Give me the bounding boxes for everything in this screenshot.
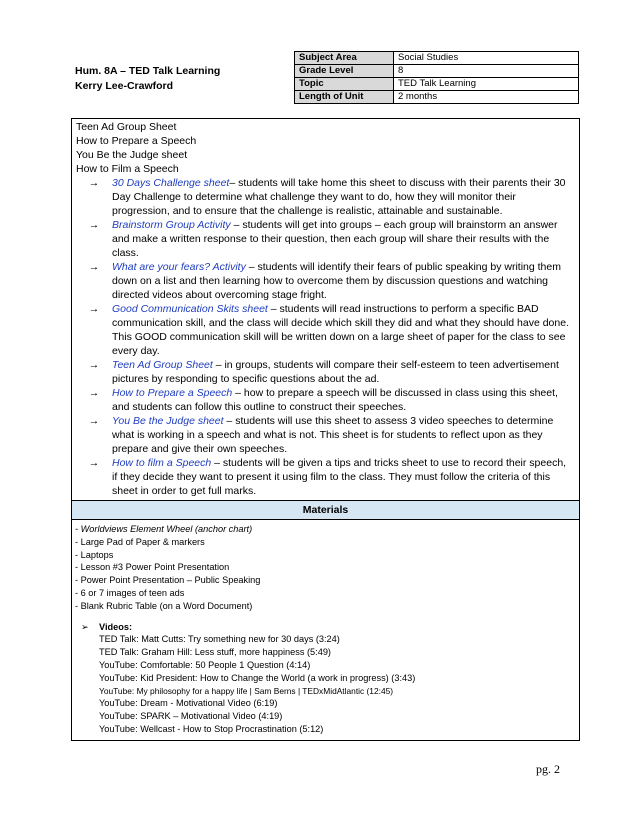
arrow-icon: → [88,261,100,273]
unit-length-label: Length of Unit [295,91,394,104]
sheet-item: Teen Ad Group Sheet [76,121,177,133]
material-item: - Worldviews Element Wheel (anchor chart) [75,524,253,534]
unit-info-table [294,51,579,104]
activity-item [76,456,576,498]
unit-length-value: 2 months [394,91,579,104]
video-item: TED Talk: Matt Cutts: Try something new for 30 days (3:24) [99,634,340,645]
video-item: YouTube: Comfortable: 50 People 1 Question (4:14) [99,659,311,670]
activity-title: 30 Days Challenge sheet [112,177,230,189]
activity-title: How to Prepare a Speech [112,387,233,399]
activity-item [76,302,576,358]
arrow-icon: → [88,457,100,469]
material-item: - Large Pad of Paper & markers [75,536,205,547]
arrow-icon: → [88,387,100,399]
activity-description: – students will take home this sheet to discuss with their parents their 30 Day Challenge to determine what challenge they want to do, how they will monitor their progression, and to ensure that the challenge is realistic, attainable and sustainable. [112,177,566,217]
activity-title: Good Communication Skits sheet [112,303,268,315]
grade-level-value: 8 [394,65,579,78]
subject-area-value: Social Studies [394,52,579,65]
activity-title: Brainstorm Group Activity [112,219,231,231]
video-item: TED Talk: Graham Hill: Less stuff, more happiness (5:49) [99,647,331,658]
activity-item [76,386,576,414]
activity-description: – students will be given a tips and tricks sheet to use to record their speech, if they decide they want to present it using film to the class. They must follow the criteria of this sheet in order to get full marks. [112,457,567,497]
sheet-item: How to Prepare a Speech [76,135,197,147]
material-item: - Power Point Presentation – Public Speaking [75,575,261,586]
arrow-bullet-icon: ➢ [81,621,89,632]
page-number: pg. 2 [536,762,560,776]
subject-area-label: Subject Area [295,52,394,65]
activity-title: Teen Ad Group Sheet [112,359,213,371]
videos-list [75,621,576,736]
activity-description: – students will read instructions to perform a specific BAD communication skill, and the class will decide which skill they did and what they should have done. This GOOD communication skill will be written down on a large sheet of paper for the class to see every day. [112,303,569,357]
table-row [295,78,579,91]
activity-title: You Be the Judge sheet [112,415,224,427]
arrow-icon: → [88,303,100,315]
sheet-item: How to Film a Speech [76,163,179,175]
activity-description: – in groups, students will compare their self-esteem to teen advertisement pictures by responding to specific questions about the ad. [112,359,559,385]
videos-heading-row [75,621,576,634]
topic-label: Topic [295,78,394,91]
video-item: YouTube: Dream - Motivational Video (6:19) [99,698,278,709]
lesson-content-box [71,118,580,741]
video-item: YouTube: My philosophy for a happy life | Sam Berns | TEDxMidAtlantic (12:45) [99,685,394,696]
arrow-icon: → [88,359,100,371]
activity-item [76,414,576,456]
material-item: - Blank Rubric Table (on a Word Document) [75,600,253,611]
grade-level-label: Grade Level [295,65,394,78]
materials-section [72,520,579,740]
materials-heading: Materials [72,500,579,520]
document-header [75,64,220,94]
material-item: - Laptops [75,549,114,560]
video-item: YouTube: Wellcast - How to Stop Procrastination (5:12) [99,723,324,734]
activity-description: – students will get into groups – each group will brainstorm an answer and make a written response to their question, then each group will share their results with the class. [112,219,558,259]
topic-value: TED Talk Learning [394,78,579,91]
course-title: Hum. 8A – TED Talk Learning [75,65,221,77]
arrow-icon: → [88,177,100,189]
arrow-icon: → [88,219,100,231]
activity-description: – how to prepare a speech will be discussed in class using this sheet, and students can follow this outline to construct their speeches. [112,387,558,413]
activity-title: What are your fears? Activity [112,261,246,273]
material-item: - 6 or 7 images of teen ads [75,587,185,598]
activity-item [76,218,576,260]
sheet-item: You Be the Judge sheet [76,149,188,161]
table-row [295,91,579,104]
activity-description: – students will identify their fears of public speaking by writing them down on a list and then learning how to overcome them by discussion questions and watching directed videos about overcoming stage fright. [112,261,561,301]
activity-item [76,358,576,386]
activity-title: How to film a Speech [112,457,212,469]
videos-heading: Videos: [99,621,133,632]
material-item: - Lesson #3 Power Point Presentation [75,562,230,573]
video-item: YouTube: SPARK – Motivational Video (4:19) [99,711,283,722]
activity-item [76,260,576,302]
arrow-icon: → [88,415,100,427]
activities-section [72,119,579,500]
activity-description: – students will use this sheet to assess 3 video speeches to determine what is working in a speech and what is not. This sheet is for students to reflect upon as they prepare and give their own speeches. [112,415,554,455]
table-row [295,52,579,65]
video-item: YouTube: Kid President: How to Change the World (a work in progress) (3:43) [99,672,416,683]
table-row [295,65,579,78]
activity-item [76,176,576,218]
teacher-name: Kerry Lee-Crawford [75,80,174,92]
